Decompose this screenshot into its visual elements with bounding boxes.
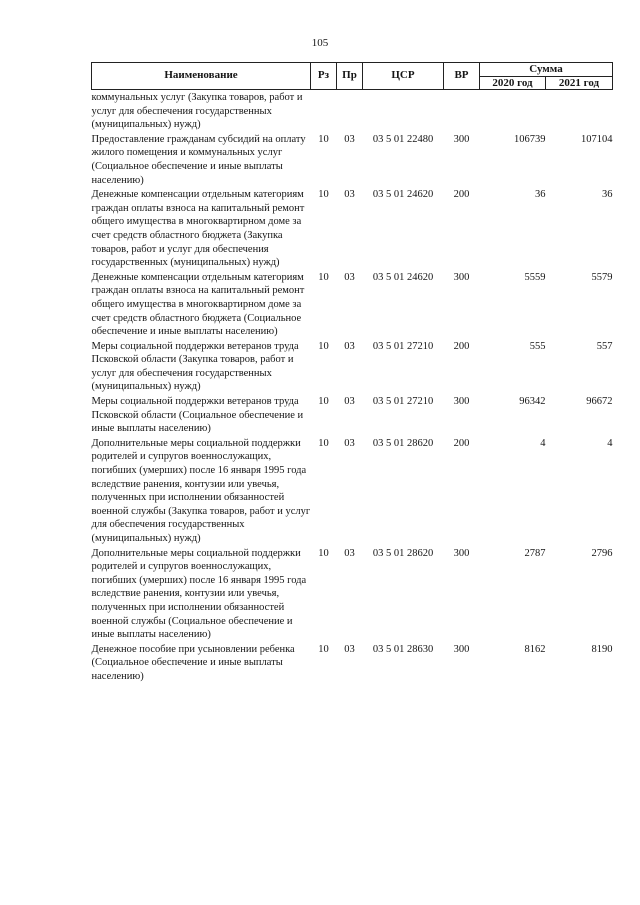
row-name: Денежное пособие при усыновлении ребенка (Социальное обеспечение и иные выплаты населению) [91,643,295,682]
table-row [92,187,613,270]
continuation-text: коммунальных услуг (Закупка товаров, работ и услуг для обеспечения государственных (муниципальных) нужд) [91,92,303,131]
row-sum-2021: 5579 [591,271,613,283]
row-pr: 03 [344,133,355,145]
row-pr: 03 [344,643,355,655]
header-year-2021: 2021 год [546,77,613,90]
row-name: Меры социальной поддержки ветеранов труда Псковской области (Социальное обеспечение и иные выплаты населению) [91,396,304,435]
row-csr: 03 5 01 28620 [372,547,434,559]
row-name: Денежные компенсации отдельным категориям граждан оплаты взноса на капитальный ремонт общего имущества в многоквартирном доме за счет средств областного бюджета (Закупка товаров, работ и услуг для обеспечения государственных (муниципальных) нужд) [91,189,305,269]
row-csr: 03 5 01 27210 [372,340,434,352]
row-vr: 300 [453,643,470,655]
row-sum-2020: 5559 [524,271,546,283]
row-sum-2020: 4 [540,437,546,449]
row-sum-2021: 2796 [591,547,613,559]
table-row [92,132,613,187]
table-row [92,270,613,339]
row-vr: 300 [453,133,470,145]
row-pr: 03 [344,189,355,201]
row-sum-2021: 96672 [586,396,613,408]
row-csr: 03 5 01 27210 [372,396,434,408]
row-rz: 10 [318,643,329,655]
row-pr: 03 [344,271,355,283]
row-vr: 200 [453,189,470,201]
page-number: 105 [311,37,329,49]
table-row [92,394,613,436]
row-vr: 300 [453,396,470,408]
row-name: Предоставление гражданам субсидий на оплату жилого помещения и коммунальных услуг (Социальное обеспечение и иные выплаты населению) [91,133,306,186]
row-csr: 03 5 01 24620 [372,271,434,283]
row-vr: 200 [453,437,470,449]
row-rz: 10 [318,189,329,201]
row-sum-2020: 96342 [519,396,546,408]
header-rz: Рз [311,63,337,90]
row-rz: 10 [318,396,329,408]
row-csr: 03 5 01 28630 [372,643,434,655]
row-sum-2021: 557 [596,340,613,352]
row-sum-2021: 107104 [581,133,613,145]
table-header [92,63,613,90]
row-pr: 03 [344,340,355,352]
row-name: Меры социальной поддержки ветеранов труда Псковской области (Закупка товаров, работ и услуг для обеспечения государственных (муниципальных) нужд) [91,340,299,393]
row-name: Денежные компенсации отдельным категориям граждан оплаты взноса на капитальный ремонт общего имущества в многоквартирном доме за счет средств областного бюджета (Социальное обеспечение и иные выплаты населению) [91,271,305,338]
header-year-2020: 2020 год [480,77,546,90]
header-pr: Пр [337,63,363,90]
row-vr: 300 [453,271,470,283]
row-sum-2020: 8162 [524,643,546,655]
row-rz: 10 [318,340,329,352]
row-pr: 03 [344,547,355,559]
row-pr: 03 [344,396,355,408]
row-pr: 03 [344,437,355,449]
row-rz: 10 [318,133,329,145]
row-name: Дополнительные меры социальной поддержки родителей и супругов военнослужащих, погибших (умерших) после 16 января 1995 года вследствие ранения, контузии или увечья, полученных при исполнении обязанностей военной службы (Закупка товаров, работ и услуг для обеспечения государственных (муниципальных) нужд) [91,437,311,544]
row-sum-2021: 4 [607,437,613,449]
header-csr: ЦСР [363,63,444,90]
table-row [92,436,613,546]
row-rz: 10 [318,437,329,449]
table-row [92,339,613,394]
row-rz: 10 [318,271,329,283]
row-csr: 03 5 01 28620 [372,437,434,449]
header-vr: ВР [444,63,480,90]
row-sum-2021: 8190 [591,643,613,655]
row-sum-2021: 36 [602,189,613,201]
table-body [92,90,613,684]
row-sum-2020: 555 [529,340,546,352]
row-csr: 03 5 01 24620 [372,189,434,201]
row-vr: 200 [453,340,470,352]
header-sum: Сумма [480,63,613,77]
row-vr: 300 [453,547,470,559]
table-row [92,546,613,642]
row-sum-2020: 2787 [524,547,546,559]
table-row [92,642,613,684]
row-sum-2020: 106739 [514,133,546,145]
continuation-row [92,90,613,132]
header-name: Наименование [92,63,311,90]
budget-table [91,62,613,684]
row-csr: 03 5 01 22480 [372,133,434,145]
row-sum-2020: 36 [535,189,546,201]
row-rz: 10 [318,547,329,559]
row-name: Дополнительные меры социальной поддержки родителей и супругов военнослужащих, погибших (умерших) после 16 января 1995 года вследствие ранения, контузии или увечья, полученных при исполнении обязанностей военной службы (Социальное обеспечение и иные выплаты населению) [91,547,307,641]
